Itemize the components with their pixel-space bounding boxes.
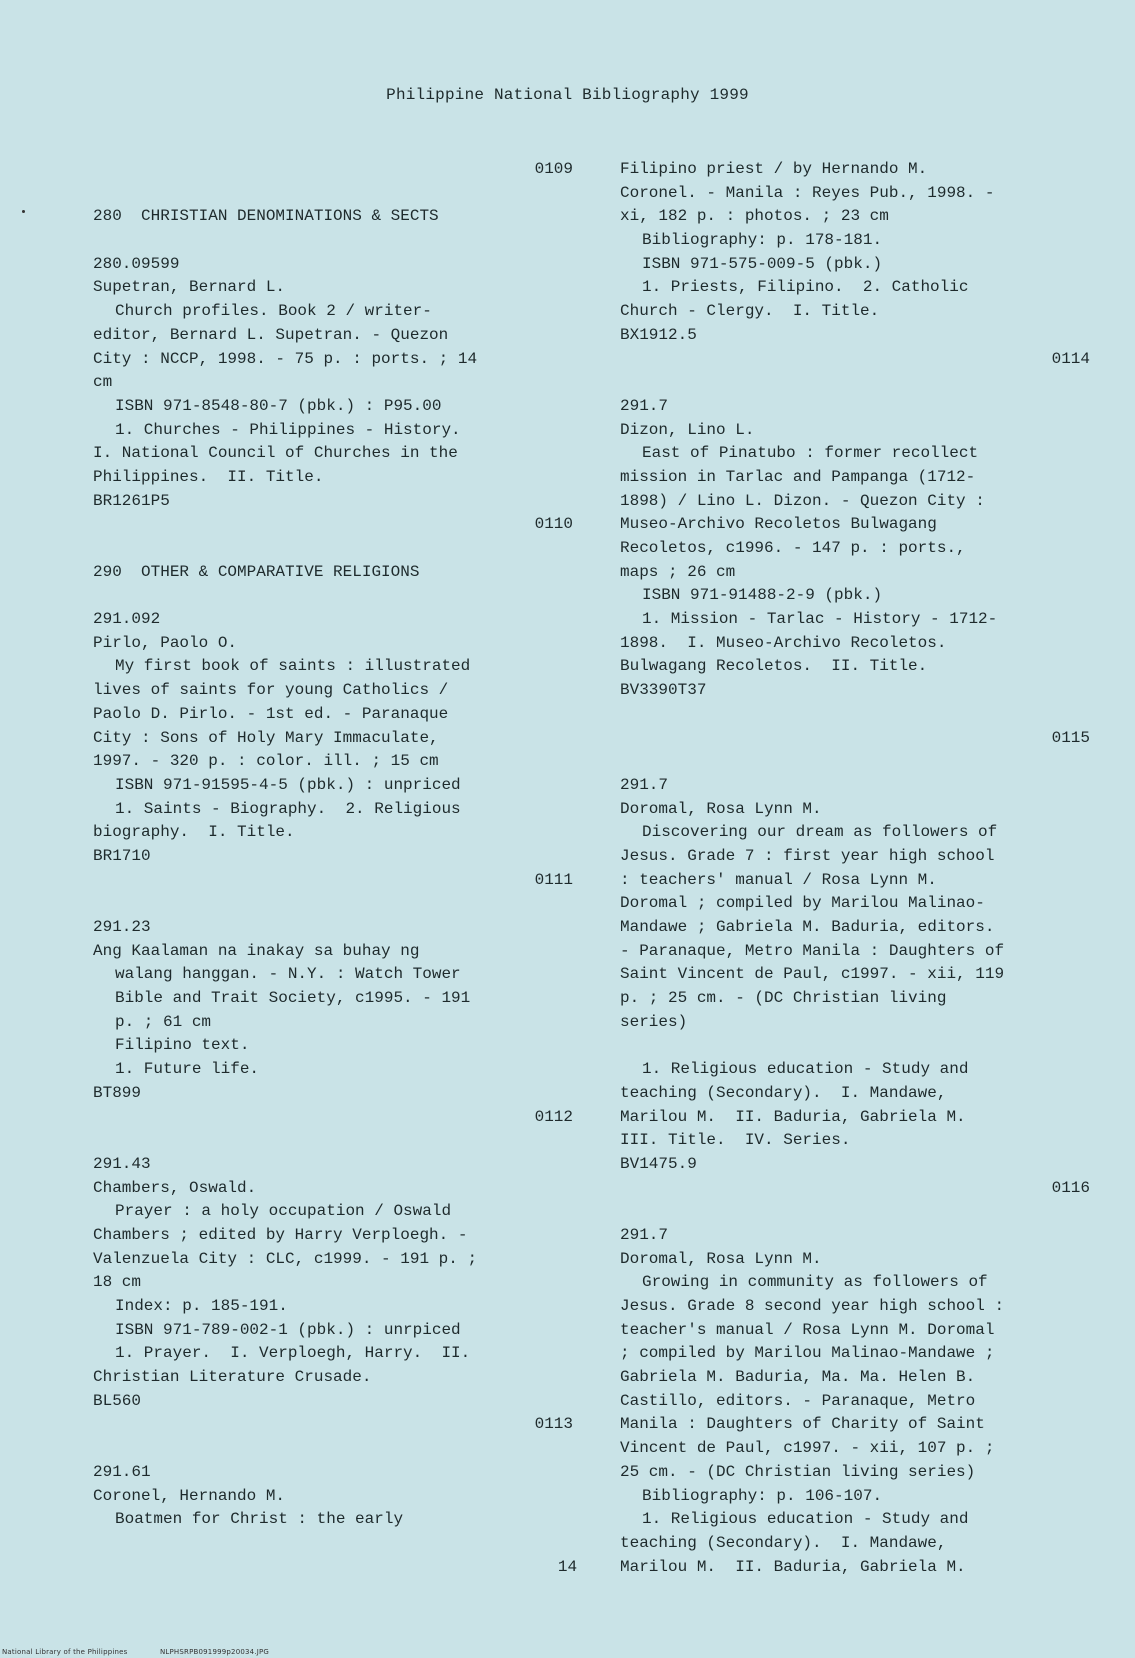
- entry-number: 0115: [1051, 728, 1090, 747]
- entry-text-line: mission in Tarlac and Pampanga (1712-: [620, 467, 976, 486]
- entry-text-line: walang hanggan. - N.Y. : Watch Tower: [115, 965, 461, 984]
- entry-text-line: Bibliography: p. 178-181.: [642, 231, 883, 250]
- spacer: [93, 892, 573, 916]
- spacer: [93, 584, 573, 608]
- entry-text-line: Index: p. 185-191.: [115, 1297, 288, 1315]
- entry-text-line: Manila : Daughters of Charity of Saint: [620, 1415, 985, 1434]
- entry-text-line: 291.23: [93, 918, 151, 936]
- entry-text-line: Christian Literature Crusade.: [93, 1368, 372, 1387]
- spacer: [93, 537, 573, 561]
- right-column: [620, 158, 1090, 1579]
- entry-text-line: cm: [93, 373, 113, 392]
- spacer: [620, 371, 1090, 395]
- entry-text-line: BL560: [93, 1391, 142, 1410]
- entry-text-line: Ang Kaalaman na inakay sa buhay ng: [93, 941, 420, 960]
- entry-text-line: 291.61: [93, 1462, 151, 1481]
- entry-text-line: Pirlo, Paolo O.: [93, 633, 238, 652]
- entry-text-line: Church profiles. Book 2 / writer-: [115, 302, 432, 321]
- scan-footer: [2, 1648, 299, 1656]
- entry-text-line: Recoletos, c1996. - 147 p. : ports.,: [620, 539, 966, 557]
- entry-text-line: 290 OTHER & COMPARATIVE RELIGIONS: [93, 562, 420, 581]
- entry-text-line: Mandawe ; Gabriela M. Baduria, editors.: [620, 918, 995, 936]
- entry-text-line: lives of saints for young Catholics /: [93, 681, 449, 700]
- entry-text-line: Museo-Archivo Recoletos Bulwagang: [620, 515, 937, 534]
- entry-text-line: 1. Future life.: [115, 1060, 260, 1079]
- entry-text-line: 291.7: [620, 396, 669, 415]
- entry-text-line: 1. Prayer. I. Verploegh, Harry. II.: [115, 1344, 471, 1363]
- entry-text-line: City : NCCP, 1998. - 75 p. : ports. ; 14: [93, 349, 478, 368]
- entry-text-line: - Paranaque, Metro Manila : Daughters of: [620, 941, 1005, 960]
- entry-text-line: 291.7: [620, 775, 669, 794]
- spacer: [93, 1437, 573, 1461]
- entry-text-line: xi, 182 p. : photos. ; 23 cm: [620, 207, 889, 226]
- entry-text-line: ISBN 971-91595-4-5 (pbk.) : unpriced: [115, 775, 461, 794]
- entry-text-line: 1898. I. Museo-Archivo Recoletos.: [620, 633, 947, 652]
- entry-text-line: Gabriela M. Baduria, Ma. Ma. Helen B.: [620, 1368, 976, 1387]
- entry-text-line: ISBN 971-8548-80-7 (pbk.) : P95.00: [115, 396, 442, 415]
- entry-text-line: teacher's manual / Rosa Lynn M. Doromal: [620, 1320, 995, 1339]
- entry-text-line: East of Pinatubo : former recollect: [642, 444, 979, 463]
- entry-text-line: biography. I. Title.: [93, 823, 295, 842]
- entry-text-line: Vincent de Paul, c1997. - xii, 107 p. ;: [620, 1439, 995, 1458]
- left-column: [93, 158, 573, 1532]
- entry-text-line: editor, Bernard L. Supetran. - Quezon: [93, 325, 449, 344]
- entry-number: 0111: [534, 870, 573, 889]
- entry-text-line: Bibliography: p. 106-107.: [642, 1486, 883, 1505]
- entry-text-line: Saint Vincent de Paul, c1997. - xii, 119: [620, 965, 1005, 984]
- entry-text-line: My first book of saints : illustrated: [115, 657, 471, 676]
- entry-text-line: 291.7: [620, 1225, 669, 1244]
- entry-text-line: I. National Council of Churches in the: [93, 444, 458, 463]
- entry-number: 0109: [534, 160, 573, 178]
- entry-text-line: Marilou M. II. Baduria, Gabriela M.: [620, 1557, 966, 1576]
- entry-text-line: Valenzuela City : CLC, c1999. - 191 p. ;: [93, 1249, 478, 1268]
- entry-text-line: 1. Religious education - Study and: [642, 1060, 969, 1079]
- entry-text-line: Boatmen for Christ : the early: [115, 1510, 404, 1529]
- entry-text-line: 25 cm. - (DC Christian living series): [620, 1462, 976, 1481]
- entry-number: 0116: [1051, 1178, 1090, 1197]
- entry-text-line: Marilou M. II. Baduria, Gabriela M.: [620, 1107, 966, 1126]
- entry-text-line: City : Sons of Holy Mary Immaculate,: [93, 728, 439, 747]
- spacer: [620, 1034, 1090, 1058]
- entry-text-line: 1. Saints - Biography. 2. Religious: [115, 799, 461, 818]
- page-header: Philippine National Bibliography 1999: [386, 86, 749, 104]
- entry-text-line: 1. Priests, Filipino. 2. Catholic: [642, 278, 969, 297]
- entry-text-line: ; compiled by Marilou Malinao-Mandawe ;: [620, 1344, 995, 1363]
- entry-text-line: Bible and Trait Society, c1995. - 191: [115, 989, 471, 1008]
- entry-text-line: Chambers ; edited by Harry Verploegh. -: [93, 1225, 468, 1244]
- entry-text-line: BR1710: [93, 846, 151, 865]
- entry-text-line: series): [620, 1012, 688, 1031]
- entry-text-line: 291.092: [93, 610, 161, 629]
- entry-text-line: 1898) / Lino L. Dizon. - Quezon City :: [620, 491, 985, 510]
- entry-text-line: 280 CHRISTIAN DENOMINATIONS & SECTS: [93, 207, 439, 226]
- entry-text-line: Prayer : a holy occupation / Oswald: [115, 1202, 452, 1221]
- entry-text-line: III. Title. IV. Series.: [620, 1131, 851, 1150]
- entry-text-line: Doromal ; compiled by Marilou Malinao-: [620, 894, 985, 913]
- spacer: [620, 1200, 1090, 1224]
- entry-text-line: Paolo D. Pirlo. - 1st ed. - Paranaque: [93, 704, 449, 723]
- entry-text-line: Doromal, Rosa Lynn M.: [620, 1249, 822, 1268]
- entry-text-line: p. ; 61 cm: [115, 1012, 212, 1031]
- entry-text-line: Filipino priest / by Hernando M.: [620, 160, 928, 178]
- entry-text-line: Bulwagang Recoletos. II. Title.: [620, 657, 928, 676]
- entry-text-line: Growing in community as followers of: [642, 1273, 988, 1292]
- spacer: [620, 750, 1090, 774]
- entry-text-line: 18 cm: [93, 1273, 142, 1292]
- spacer: [93, 229, 573, 253]
- entry-text-line: teaching (Secondary). I. Mandawe,: [620, 1533, 947, 1552]
- entry-text-line: ISBN 971-789-002-1 (pbk.) : unrpiced: [115, 1320, 461, 1339]
- entry-text-line: p. ; 25 cm. - (DC Christian living: [620, 989, 947, 1008]
- entry-text-line: 291.43: [93, 1154, 151, 1173]
- entry-text-line: ISBN 971-575-009-5 (pbk.): [642, 254, 883, 273]
- entry-text-line: 280.09599: [93, 254, 180, 273]
- entry-text-line: 1997. - 320 p. : color. ill. ; 15 cm: [93, 752, 439, 771]
- entry-text-line: Coronel. - Manila : Reyes Pub., 1998. -: [620, 183, 995, 202]
- entry-text-line: teaching (Secondary). I. Mandawe,: [620, 1083, 947, 1102]
- entry-text-line: BT899: [93, 1083, 142, 1102]
- entry-text-line: Castillo, editors. - Paranaque, Metro: [620, 1391, 976, 1410]
- entry-text-line: Coronel, Hernando M.: [93, 1486, 286, 1505]
- entry-number: 0114: [1051, 349, 1090, 368]
- entry-text-line: Dizon, Lino L.: [620, 420, 755, 439]
- entry-text-line: : teachers' manual / Rosa Lynn M.: [620, 870, 937, 889]
- entry-text-line: BV1475.9: [620, 1154, 697, 1173]
- entry-number: 0113: [534, 1415, 573, 1434]
- margin-mark: [22, 210, 25, 213]
- entry-text-line: Discovering our dream as followers of: [642, 823, 998, 842]
- entry-text-line: 1. Churches - Philippines - History.: [115, 420, 461, 439]
- entry-text-line: ISBN 971-91488-2-9 (pbk.): [642, 586, 883, 605]
- entry-text-line: Church - Clergy. I. Title.: [620, 302, 880, 321]
- entry-text-line: BX1912.5: [620, 325, 697, 344]
- footer-file: NLPHSRPB091999p20034.JPG: [159, 1648, 270, 1656]
- entry-number: 0110: [534, 515, 573, 534]
- entry-text-line: Philippines. II. Title.: [93, 467, 324, 486]
- entry-text-line: Filipino text.: [115, 1036, 250, 1055]
- footer-library: National Library of the Philippines: [2, 1648, 128, 1656]
- page-number: 14: [557, 1558, 578, 1576]
- entry-text-line: BV3390T37: [620, 681, 707, 700]
- spacer: [620, 703, 1090, 727]
- entry-text-line: 1. Religious education - Study and: [642, 1510, 969, 1529]
- entry-number: 0112: [534, 1107, 573, 1126]
- entry-text-line: Supetran, Bernard L.: [93, 278, 286, 297]
- entry-text-line: Jesus. Grade 7 : first year high school: [620, 846, 995, 865]
- entry-text-line: 1. Mission - Tarlac - History - 1712-: [642, 610, 998, 629]
- spacer: [93, 1129, 573, 1153]
- entry-text-line: Doromal, Rosa Lynn M.: [620, 799, 822, 818]
- entry-text-line: Chambers, Oswald.: [93, 1178, 257, 1197]
- spacer: [93, 182, 573, 206]
- entry-text-line: Jesus. Grade 8 second year high school :: [620, 1297, 1005, 1315]
- entry-text-line: BR1261P5: [93, 491, 170, 510]
- entry-text-line: maps ; 26 cm: [620, 562, 736, 581]
